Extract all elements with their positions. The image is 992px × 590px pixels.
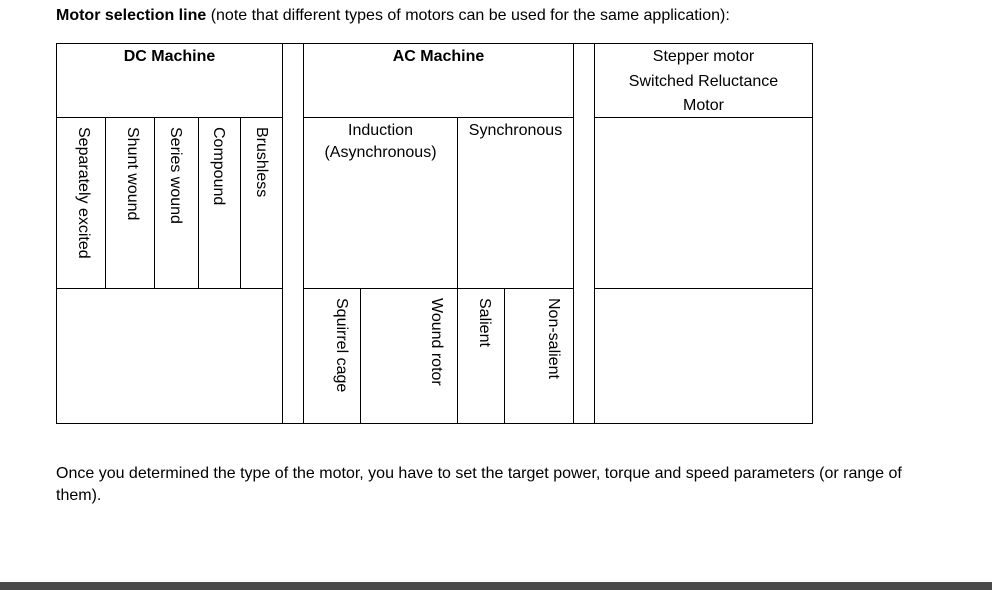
dc-empty-cell — [56, 288, 283, 424]
heading-bold: Motor selection line — [56, 7, 207, 24]
heading-note: (note that different types of motors can be used for the same application): — [206, 7, 730, 24]
dc-title: DC Machine — [123, 48, 216, 65]
section-heading — [56, 7, 730, 25]
ac-subtype-label: Wound rotor — [428, 298, 445, 386]
other-empty-cell — [594, 117, 813, 289]
other-label-line: Switched Reluctance — [628, 73, 779, 90]
ac-subtype-label: Non-salient — [545, 298, 562, 379]
dc-type-label: Brushless — [253, 127, 270, 198]
dc-type-label: Separately excited — [75, 127, 92, 259]
synchronous-label: Synchronous — [468, 122, 563, 139]
ac-subtype-label: Salient — [476, 298, 493, 347]
ac-title: AC Machine — [392, 48, 485, 65]
other-label-line: Stepper motor — [652, 48, 755, 65]
other-label-line: Motor — [683, 97, 724, 114]
induction-label-sub: (Asynchronous) — [324, 144, 437, 161]
other-empty-cell — [594, 288, 813, 424]
dc-type-label: Compound — [210, 127, 227, 206]
ac-subtype-cell — [504, 288, 574, 424]
ac-subtype-label: Squirrel cage — [333, 298, 350, 393]
window-bottom-edge — [0, 582, 992, 590]
body-paragraph: Once you determined the type of the motor, you have to set the target power, torque and speed parameters (or range of them). — [56, 465, 902, 504]
gap-column — [282, 43, 304, 424]
induction-label: Induction — [348, 122, 413, 139]
dc-type-label: Shunt wound — [124, 127, 141, 221]
gap-column — [573, 43, 595, 424]
dc-type-label: Series wound — [167, 127, 184, 224]
synchronous-cell — [457, 117, 574, 289]
